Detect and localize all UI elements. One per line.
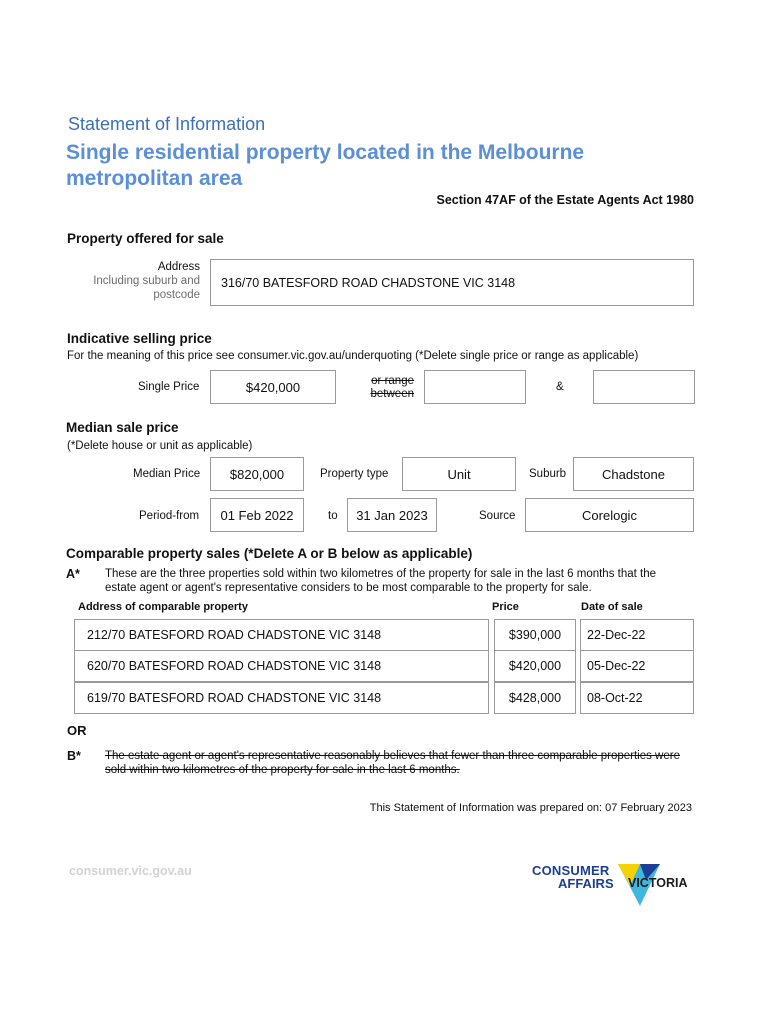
option-b-marker: B*	[67, 749, 81, 763]
comparable-heading: Comparable property sales (*Delete A or B below as applicable)	[66, 546, 473, 561]
suburb-field[interactable]	[573, 457, 694, 491]
range-high-field[interactable]	[593, 370, 695, 404]
comparable-address[interactable]: 619/70 BATESFORD ROAD CHADSTONE VIC 3148	[74, 682, 489, 714]
median-price-field[interactable]	[210, 457, 304, 491]
page-title: Single residential property located in the Melbourne metropolitan area	[66, 141, 585, 190]
property-type-field[interactable]	[402, 457, 516, 491]
period-from-label: Period-from	[139, 510, 200, 522]
address-value: 316/70 BATESFORD ROAD CHADSTONE VIC 3148	[221, 275, 516, 290]
comparable-price[interactable]: $428,000	[494, 682, 576, 714]
logo-victoria-word: VICTORIA	[628, 876, 688, 890]
source-label: Source	[479, 510, 516, 522]
comparable-address[interactable]: 620/70 BATESFORD ROAD CHADSTONE VIC 3148	[74, 650, 489, 682]
comparable-price[interactable]: $390,000	[494, 619, 576, 651]
or-label: OR	[67, 723, 87, 738]
suburb-label: Suburb	[529, 468, 567, 480]
range-label-line: between	[370, 388, 414, 400]
indicative-heading: Indicative selling price	[67, 331, 212, 346]
address-field[interactable]	[210, 259, 694, 306]
single-price-label: Single Price	[138, 381, 200, 393]
to-label: to	[328, 510, 338, 522]
period-from-field[interactable]	[210, 498, 304, 532]
comparable-price[interactable]: $420,000	[494, 650, 576, 682]
suburb-value: Chadstone	[602, 466, 665, 482]
option-a-text: These are the three properties sold within two kilometres of the property for sale in the last 6 months that the estate agent or agent's representative considers to be most comparable to the property for sale.	[105, 568, 657, 594]
address-label	[93, 260, 200, 302]
comparable-address[interactable]: 212/70 BATESFORD ROAD CHADSTONE VIC 3148	[74, 619, 489, 651]
prepared-on: This Statement of Information was prepared on: 07 February 2023	[369, 802, 692, 814]
col-date-header: Date of sale	[581, 601, 643, 613]
col-address-header: Address of comparable property	[78, 601, 248, 613]
period-from-value: 01 Feb 2022	[220, 507, 294, 523]
property-type-value: Unit	[447, 466, 471, 482]
consumer-affairs-victoria-logo	[530, 860, 700, 910]
address-label-line: postcode	[153, 289, 200, 301]
logo-line: CONSUMER	[532, 863, 610, 878]
property-type-label: Property type	[320, 468, 389, 480]
property-heading: Property offered for sale	[67, 231, 224, 246]
median-price-label: Median Price	[133, 468, 201, 480]
range-and: &	[556, 381, 564, 393]
footer-website[interactable]: consumer.vic.gov.au	[69, 864, 192, 878]
median-note: (*Delete house or unit as applicable)	[67, 440, 253, 452]
col-price-header: Price	[492, 601, 519, 613]
address-label-line: Address	[157, 261, 200, 273]
table-row	[74, 650, 694, 682]
source-value: Corelogic	[582, 507, 637, 523]
median-price-value: $820,000	[229, 466, 285, 482]
table-row	[74, 619, 694, 651]
range-low-field[interactable]	[424, 370, 526, 404]
period-to-value: 31 Jan 2023	[356, 507, 428, 523]
statement-label: Statement of Information	[68, 114, 266, 134]
address-label-line: Including suburb and	[93, 275, 200, 287]
median-heading: Median sale price	[66, 420, 179, 435]
option-b-text: The estate agent or agent's representative reasonably believes that fewer than three comparable properties were sold within two kilometres of the property for sale in the last 6 months.	[105, 750, 680, 776]
comparable-date[interactable]: 05-Dec-22	[580, 650, 694, 682]
range-label-line: or range	[371, 375, 414, 387]
range-label	[366, 375, 414, 401]
section-reference: Section 47AF of the Estate Agents Act 1980	[436, 193, 694, 207]
table-row	[74, 682, 694, 714]
single-price-field[interactable]	[210, 370, 336, 404]
logo-line: AFFAIRS	[558, 876, 614, 891]
period-to-field[interactable]	[347, 498, 437, 532]
comparable-date[interactable]: 22-Dec-22	[580, 619, 694, 651]
option-a-marker: A*	[66, 567, 80, 581]
source-field[interactable]	[525, 498, 694, 532]
comparable-date[interactable]: 08-Oct-22	[580, 682, 694, 714]
single-price-value: $420,000	[245, 379, 301, 395]
indicative-note: For the meaning of this price see consumer.vic.gov.au/underquoting (*Delete single price or range as applicable)	[67, 350, 639, 362]
